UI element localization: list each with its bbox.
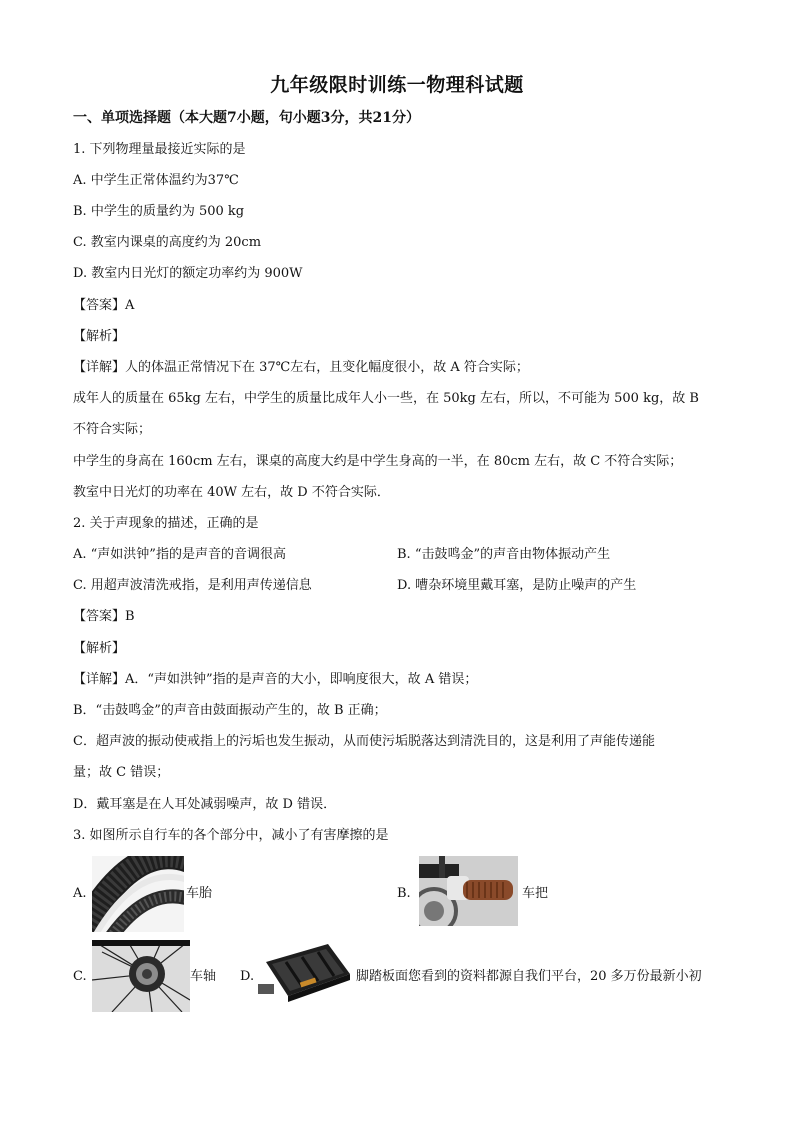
- q3-option-c-caption: 车轴: [190, 969, 217, 984]
- q2-option-c: C. 用超声波清洗戒指，是利用声传递信息: [73, 578, 312, 593]
- q3-option-c-label: C.: [73, 969, 87, 984]
- q2-detail-1: 【详解】A．“声如洪钟”指的是声音的大小，即响度很大，故 A 错误；: [73, 672, 478, 687]
- q2-answer: 【答案】B: [73, 609, 135, 624]
- q2-detail-3: C．超声波的振动使戒指上的污垢也发生振动，从而使污垢脱落达到清洗目的，这是利用了声能传递能: [73, 734, 655, 749]
- q3-option-b-caption: 车把: [522, 886, 549, 901]
- q1-option-b: B. 中学生的质量约为 500 kg: [73, 204, 245, 219]
- q2-detail-4: D．戴耳塞是在人耳处减弱噪声，故 D 错误．: [73, 797, 337, 812]
- q3-option-d-caption: 脚踏板面您看到的资料都源自我们平台，20 多万份最新小初: [356, 969, 702, 984]
- q1-detail-1: 【详解】人的体温正常情况下在 37℃左右，且变化幅度很小，故 A 符合实际；: [73, 360, 529, 375]
- q2-stem: 2. 关于声现象的描述，正确的是: [73, 516, 259, 531]
- q2-analysis-label: 【解析】: [73, 641, 126, 656]
- q1-analysis-label: 【解析】: [73, 329, 126, 344]
- q1-detail-3: 中学生的身高在 160cm 左右，课桌的高度大约是中学生身高的一半，在 80cm 左右，故 C 不符合实际；: [73, 454, 683, 469]
- q3-stem: 3. 如图所示自行车的各个部分中，减小了有害摩擦的是: [73, 828, 389, 843]
- q3-option-d-label: D.: [240, 969, 255, 984]
- q3-option-a-label: A.: [73, 886, 87, 901]
- q2-option-b: B. “击鼓鸣金”的声音由物体振动产生: [397, 547, 611, 562]
- q2-option-d: D. 嘈杂环境里戴耳塞，是防止噪声的产生: [397, 578, 637, 593]
- q1-answer: 【答案】A: [73, 298, 135, 313]
- q3-option-b-label: B.: [397, 886, 411, 901]
- q1-option-c: C. 教室内课桌的高度约为 20cm: [73, 235, 262, 250]
- section-heading: 一、单项选择题（本大题7小题，句小题3分，共21分）: [73, 110, 420, 126]
- q3-option-a-caption: 车胎: [186, 886, 213, 901]
- page-title: 九年级限时训练一物理科试题: [270, 74, 524, 96]
- q1-detail-4: 教室中日光灯的功率在 40W 左右，故 D 不符合实际．: [73, 485, 390, 500]
- handlebar-image: [419, 856, 518, 926]
- q2-detail-2: B．“击鼓鸣金”的声音由鼓面振动产生的，故 B 正确；: [73, 703, 387, 718]
- q1-option-d: D. 教室内日光灯的额定功率约为 900W: [73, 266, 303, 281]
- q2-detail-3-cont: 量；故 C 错误；: [73, 765, 170, 780]
- pedal-image: [258, 940, 354, 1010]
- q1-detail-2: 成年人的质量在 65kg 左右，中学生的质量比成年人小一些，在 50kg 左右，所以，不可能为 500 kg，故 B: [73, 391, 699, 406]
- axle-image: [92, 940, 190, 1012]
- q2-option-a: A. “声如洪钟”指的是声音的音调很高: [73, 547, 286, 562]
- q1-stem: 1. 下列物理量最接近实际的是: [73, 142, 246, 157]
- tire-image: [92, 856, 184, 932]
- q1-detail-2-cont: 不符合实际；: [73, 422, 152, 437]
- q1-option-a: A. 中学生正常体温约为37℃: [73, 173, 239, 188]
